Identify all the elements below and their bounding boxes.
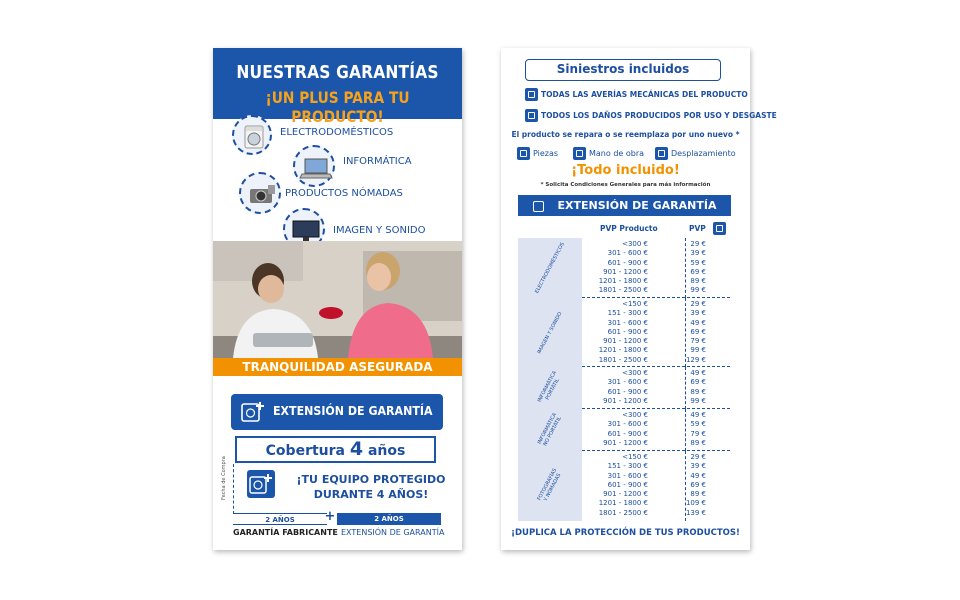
timeline-extension: 2 AÑOS [337,513,441,525]
protect-line-1: ¡TU EQUIPO PROTEGIDO [296,473,446,486]
calendar-plus-icon [713,222,726,235]
ranges: <300 € 301 - 600 € 601 - 900 € 901 - 1200 € [603,411,648,447]
prices: 29 € 39 € 59 € 69 € 89 € 99 € [690,240,706,295]
extension-bar [518,195,731,216]
prices: 29 € 39 € 49 € 69 € 79 € 99 € 129 € [685,300,706,364]
ranges: <150 € 151 - 300 € 301 - 600 € 601 - 900 € 901 - 1200 € 1201 - 1800 € 1801 - 2500 € [598,453,648,517]
ranges: <300 € 301 - 600 € 601 - 900 € 901 - 1200 € 1201 - 1800 € 1801 - 2500 € [598,240,648,295]
prices: 29 € 39 € 49 € 69 € 89 € 109 € 139 € [685,453,706,517]
group-name: FOTOGRAFÍAS Y NÓMADAS [536,467,563,503]
calendar-icon [525,109,538,122]
travel-icon [655,147,668,160]
timeline-axis [233,464,234,514]
category-nomadas: PRODUCTOS NÓMADAS [285,188,403,199]
group-name: IMAGEN Y SONIDO [536,310,564,355]
calendar-icon [525,88,538,101]
prices: 49 € 69 € 89 € 99 € [690,369,706,405]
group-imagen [518,298,730,367]
prices: 49 € 59 € 79 € 89 € [690,411,706,447]
group-name: INFORMÁTICA NO PORTÁTIL [536,412,563,448]
col-header-pvp: PVP [689,224,706,233]
protect-line-2: DURANTE 4 AÑOS! [313,488,429,501]
left-subtitle: ¡UN PLUS PARA TU PRODUCTO! [265,88,410,126]
coverage-pre: Cobertura [265,443,350,459]
right-flyer [501,48,777,550]
calendar-plus-icon-large [247,470,275,498]
tranquilidad-banner: TRANQUILIDAD ASEGURADA [213,358,462,376]
siniestros-box: Siniestros incluidos [525,59,721,81]
group-name: INFORMÁTICA PORTÁTIL [536,370,561,404]
manufacturer-label: GARANTÍA FABRICANTE [233,528,338,537]
group-portatil [518,367,730,409]
kitchen-photo [213,241,462,358]
group-no-portatil [518,409,730,451]
coverage-num: 4 [349,438,364,460]
item-desplazamiento: Desplazamiento [671,149,736,158]
ranges: <300 € 301 - 600 € 601 - 900 € 901 - 1200 € [603,369,648,405]
todo-incluido: ¡Todo incluido! [571,163,680,178]
calendar-plus-icon [241,400,267,424]
ranges: <150 € 151 - 300 € 301 - 600 € 601 - 900 € 901 - 1200 € 1201 - 1800 € 1801 - 2500 € [598,300,648,364]
laptop-icon [293,145,335,187]
left-header [213,48,462,126]
coverage-box [235,436,436,463]
category-imagen: IMAGEN Y SONIDO [333,225,426,236]
coverage-line-2: TODOS LOS DAÑOS PRODUCIDOS POR USO Y DESGASTE [541,111,777,120]
washer-icon [232,115,272,155]
item-piezas: Piezas [533,149,559,158]
group-name: ELECTRODOMÉSTICOS [534,241,566,295]
extension-title-2: EXTENSIÓN DE GARANTÍA [557,199,717,212]
repair-note: El producto se repara o se reemplaza por uno nuevo * [511,130,740,139]
footer-slogan: ¡DUPLICA LA PROTECCIÓN DE TUS PRODUCTOS! [511,528,740,538]
axis-label: Fecha de Compra [221,456,227,500]
extension-bar [231,394,443,430]
extension-title: EXTENSIÓN DE GARANTÍA [273,404,433,418]
protect-text [291,472,451,502]
left-title: NUESTRAS GARANTÍAS [236,62,439,83]
item-mano-obra: Mano de obra [589,149,645,158]
group-electro [518,238,730,298]
col-header-product: PVP Producto [600,224,658,233]
category-informatica: INFORMÁTICA [343,156,412,167]
group-fotografias [518,451,730,521]
category-electro: ELECTRODOMÉSTICOS [280,127,394,138]
calendar-plus-icon [533,201,544,212]
parts-icon [517,147,530,160]
camera-icon [239,172,281,214]
conditions-note: * Solicita Condiciones Generales para más información [540,182,711,188]
extension-label: EXTENSIÓN DE GARANTÍA [341,528,445,537]
labor-icon [573,147,586,160]
timeline-manufacturer: 2 AÑOS [233,513,327,525]
plus-icon: + [324,509,336,524]
coverage-post: años [363,443,406,459]
left-flyer [213,48,462,550]
coverage-line-1: TODAS LAS AVERÍAS MECÁNICAS DEL PRODUCTO [541,90,748,99]
